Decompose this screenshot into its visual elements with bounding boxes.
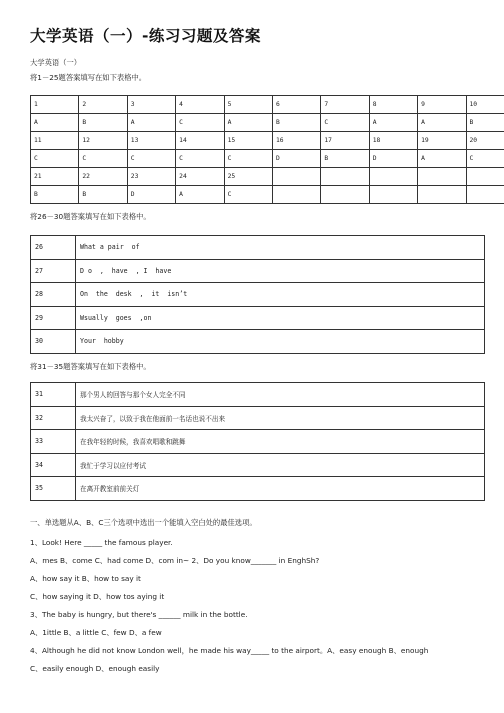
table-cell xyxy=(272,186,320,204)
question-line: A、how say it B、how to say it xyxy=(30,574,141,583)
table-cell: D xyxy=(127,186,175,204)
section-2-caption: 将26－30题答案填写在如下表格中。 xyxy=(30,212,151,221)
question-number-cell: 34 xyxy=(31,453,76,477)
table-cell: B xyxy=(321,150,369,168)
table-cell: 12 xyxy=(79,132,127,150)
table-cell: 5 xyxy=(224,96,272,114)
table-row xyxy=(31,114,504,132)
table-cell: B xyxy=(79,114,127,132)
question-number-cell: 33 xyxy=(31,430,76,454)
table-cell: 20 xyxy=(466,132,504,150)
table-cell: D xyxy=(272,150,320,168)
table-row xyxy=(31,283,485,307)
table-cell: C xyxy=(176,114,224,132)
table-cell: C xyxy=(321,114,369,132)
answer-table-26-30 xyxy=(30,235,485,354)
table-cell xyxy=(418,186,466,204)
table-row xyxy=(31,306,485,330)
table-row xyxy=(31,477,485,501)
document-title: 大学英语（一）-练习习题及答案 xyxy=(30,27,261,45)
answer-cell: Wsually goes ,on xyxy=(76,306,485,330)
question-line: 1、Look! Here _____ the famous player. xyxy=(30,538,173,547)
table-cell: A xyxy=(176,186,224,204)
table-cell: 25 xyxy=(224,168,272,186)
answer-table-31-35 xyxy=(30,382,485,501)
question-line: 4、Although he did not know London well，he made his way_____ to the airport。A、easy enough B、enough xyxy=(30,646,429,655)
table-cell: B xyxy=(272,114,320,132)
subtitle: 大学英语（一） xyxy=(30,58,82,67)
table-cell: 7 xyxy=(321,96,369,114)
answer-table-1-25 xyxy=(30,95,504,204)
answer-cell: What a pair of xyxy=(76,236,485,260)
table-cell: C xyxy=(79,150,127,168)
table-row xyxy=(31,259,485,283)
table-row xyxy=(31,453,485,477)
section-1-caption: 将1－25题答案填写在如下表格中。 xyxy=(30,73,147,82)
answer-cell: 我太兴奋了，以致于我在他面前一名话也说不出来 xyxy=(76,406,485,430)
table-row xyxy=(31,168,504,186)
table-cell: 6 xyxy=(272,96,320,114)
table-cell xyxy=(369,186,417,204)
table-row xyxy=(31,150,504,168)
answer-cell: 那个男人的回答与那个女人完全不同 xyxy=(76,383,485,407)
answer-cell: D o , have , I have xyxy=(76,259,485,283)
question-line: A、1ittle B、a little C、few D、a few xyxy=(30,628,162,637)
table-cell: 16 xyxy=(272,132,320,150)
table-cell: C xyxy=(224,150,272,168)
table-cell: 14 xyxy=(176,132,224,150)
table-cell: 19 xyxy=(418,132,466,150)
table-row xyxy=(31,330,485,354)
table-cell: C xyxy=(176,150,224,168)
question-number-cell: 28 xyxy=(31,283,76,307)
question-line: 3、The baby is hungry, but there's ______ milk in the bottle. xyxy=(30,610,248,619)
question-number-cell: 26 xyxy=(31,236,76,260)
table-row xyxy=(31,96,504,114)
answer-cell: 在离开教室前前关灯 xyxy=(76,477,485,501)
table-cell: 1 xyxy=(31,96,79,114)
table-cell: 15 xyxy=(224,132,272,150)
question-number-cell: 32 xyxy=(31,406,76,430)
table-cell: 4 xyxy=(176,96,224,114)
table-cell: D xyxy=(369,150,417,168)
table-cell: A xyxy=(369,114,417,132)
table-row xyxy=(31,406,485,430)
table-cell: 13 xyxy=(127,132,175,150)
table-cell xyxy=(321,168,369,186)
table-cell: 3 xyxy=(127,96,175,114)
section-3-caption: 将31－35题答案填写在如下表格中。 xyxy=(30,362,151,371)
answer-cell: 我忙于学习以应付考试 xyxy=(76,453,485,477)
question-number-cell: 29 xyxy=(31,306,76,330)
table-cell: C xyxy=(31,150,79,168)
table-cell: C xyxy=(466,150,504,168)
table-row xyxy=(31,430,485,454)
table-cell xyxy=(418,168,466,186)
table-cell xyxy=(321,186,369,204)
table-cell: 24 xyxy=(176,168,224,186)
table-cell: C xyxy=(224,186,272,204)
table-cell: 22 xyxy=(79,168,127,186)
question-number-cell: 31 xyxy=(31,383,76,407)
question-line: C、how saying it D、how tos aying it xyxy=(30,592,165,601)
table-cell: A xyxy=(127,114,175,132)
table-row xyxy=(31,186,504,204)
question-number-cell: 35 xyxy=(31,477,76,501)
table-cell: 2 xyxy=(79,96,127,114)
table-cell xyxy=(466,168,504,186)
answer-cell: Your hobby xyxy=(76,330,485,354)
table-cell: C xyxy=(127,150,175,168)
table-cell: B xyxy=(79,186,127,204)
table-cell: A xyxy=(31,114,79,132)
table-cell: A xyxy=(418,150,466,168)
table-cell: A xyxy=(224,114,272,132)
question-line: C、easily enough D、enough easily xyxy=(30,664,160,673)
table-cell xyxy=(466,186,504,204)
table-row xyxy=(31,236,485,260)
table-cell: 8 xyxy=(369,96,417,114)
answer-cell: On the desk , it isn’t xyxy=(76,283,485,307)
answer-cell: 在我年轻的时候，我喜欢唱歌和跳舞 xyxy=(76,430,485,454)
table-cell: 21 xyxy=(31,168,79,186)
table-cell: B xyxy=(31,186,79,204)
table-row xyxy=(31,132,504,150)
table-row xyxy=(31,383,485,407)
table-cell: 17 xyxy=(321,132,369,150)
table-cell: 9 xyxy=(418,96,466,114)
table-cell: 10 xyxy=(466,96,504,114)
table-cell: B xyxy=(466,114,504,132)
table-cell: 11 xyxy=(31,132,79,150)
question-number-cell: 30 xyxy=(31,330,76,354)
table-cell xyxy=(369,168,417,186)
question-line: A、mes B、come C、had come D、com in~ 2、Do you know_______ in EnghSh? xyxy=(30,556,320,565)
part-1-heading: 一、单选题从A、B、C三个选项中选出一个能填入空白处的最佳选项。 xyxy=(30,518,257,527)
table-cell: 23 xyxy=(127,168,175,186)
question-number-cell: 27 xyxy=(31,259,76,283)
table-cell xyxy=(272,168,320,186)
table-cell: A xyxy=(418,114,466,132)
table-cell: 18 xyxy=(369,132,417,150)
